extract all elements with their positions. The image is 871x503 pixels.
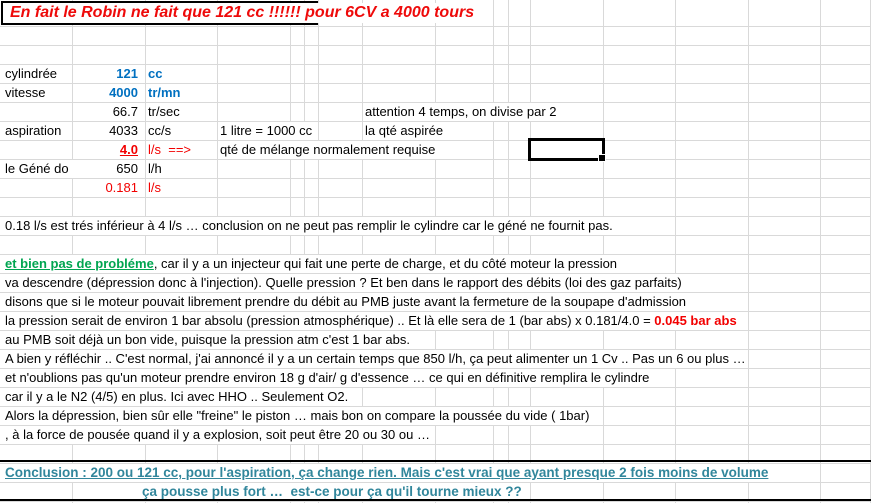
cell-vitesse-unit[interactable]: tr/mn [148, 85, 181, 100]
text-line-6[interactable]: A bien y réfléchir .. C'est normal, j'ai annoncé il y a un certain temps que 850 l/h, ça peut alimenter un 1 Cv .. Pas un 6 ou plus … [5, 351, 746, 366]
text-line-2[interactable]: va descendre (dépression donc à l'injection). Quelle pression ? Et ben dans le rapport des débits (loi des gaz parfaits) [5, 275, 682, 290]
gridline-horizontal [0, 444, 871, 445]
gridline-vertical [820, 0, 821, 503]
cell-trsec-unit[interactable]: tr/sec [148, 104, 180, 119]
cell-vitesse-label[interactable]: vitesse [5, 85, 46, 100]
cell-note-melange[interactable]: qté de mélange normalement requise [220, 142, 436, 157]
gridline-horizontal [0, 197, 871, 198]
cell-cylindree-value[interactable]: 121 [73, 65, 140, 83]
text-line-8[interactable]: car il y a le N2 (4/5) en plus. Ici avec HHO .. Seulement O2. [5, 389, 349, 404]
text-line-10[interactable]: , à la force de pousée quand il y a explosion, soit peut être 20 ou 30 ou … [5, 427, 430, 442]
sheet-title: En fait le Robin ne fait que 121 cc !!!!!! pour 6CV a 4000 tours [10, 3, 478, 23]
conclusion-top-border [0, 460, 871, 462]
cell-gene-value[interactable]: 650 [73, 160, 140, 178]
gridline-vertical [675, 0, 676, 503]
cell-4ls-value[interactable]: 4.0 [73, 141, 140, 159]
gridline-vertical [493, 0, 494, 503]
selected-cell[interactable] [528, 138, 605, 161]
text-line-1-lead: et bien pas de probléme [5, 256, 154, 271]
cell-gene-unit[interactable]: l/h [148, 161, 162, 176]
text-summary[interactable]: 0.18 l/s est trés inférieur à 4 l/s … conclusion on ne peut pas remplir le cylindre car le géné ne fournit pas. [5, 218, 613, 233]
gridline-vertical [603, 0, 604, 503]
cell-cylindree-unit[interactable]: cc [148, 66, 163, 81]
cell-aspiration-unit[interactable]: cc/s [148, 123, 172, 138]
gridline-horizontal [0, 235, 871, 236]
gridline-horizontal [0, 501, 871, 502]
gridline-vertical [748, 0, 749, 503]
cell-0181-unit[interactable]: l/s [148, 180, 161, 195]
cell-trsec-value[interactable]: 66.7 [73, 103, 140, 121]
text-conclusion-1[interactable]: Conclusion : 200 ou 121 cc, pour l'aspiration, ça change rien. Mais c'est vrai que ayant presque 2 fois moins de volume [5, 465, 769, 480]
cell-vitesse-value[interactable]: 4000 [73, 84, 140, 102]
cell-note-litre[interactable]: 1 litre = 1000 cc [220, 123, 313, 138]
text-line-1-rest: , car il y a un injecteur qui fait une perte de charge, et du côté moteur la pression [153, 256, 618, 271]
text-line-5[interactable]: au PMB soit déjà un bon vide, puisque la pression atm c'est 1 bar abs. [5, 332, 410, 347]
text-line-7[interactable]: et n'oublions pas qu'un moteur prendre environ 18 g d'air/ g d'essence … ce qui en définitive remplira le cylindre [5, 370, 650, 385]
cell-aspiration-value[interactable]: 4033 [73, 122, 140, 140]
cell-cylindree-label[interactable]: cylindrée [5, 66, 58, 81]
gridline-vertical [435, 0, 436, 503]
conclusion-bottom-border [0, 499, 871, 501]
cell-4ls-unit[interactable]: l/s ==> [148, 142, 191, 157]
text-line-3[interactable]: disons que si le moteur pouvait librement prendre du débit au PMB juste avant la fermeture de la soupape d'admission [5, 294, 687, 309]
text-line-4-result: 0.045 bar abs [654, 313, 737, 328]
cell-aspiration-label[interactable]: aspiration [5, 123, 62, 138]
gridline-vertical [508, 0, 509, 503]
text-line-4[interactable] [3, 312, 739, 330]
cell-gene-label[interactable]: le Géné do [3, 160, 76, 178]
cell-note-4temps[interactable]: attention 4 temps, on divise par 2 [365, 104, 557, 119]
text-line-1[interactable] [3, 255, 619, 273]
gridline-horizontal [0, 45, 871, 46]
text-line-4-main: la pression serait de environ 1 bar absolu (pression atmosphérique) .. Et là elle sera de 1 (bar abs) x 0.181/4.0 = [5, 313, 655, 328]
gridline-horizontal [0, 26, 871, 27]
text-line-9[interactable]: Alors la dépression, bien sûr elle "freine" le piston … mais bon on compare la poussée du vide ( 1bar) [5, 408, 590, 423]
cell-0181-value[interactable]: 0.181 [73, 179, 140, 197]
gridline-vertical [530, 0, 531, 503]
text-conclusion-2[interactable]: ça pousse plus fort … est-ce pour ça qu'il tourne mieux ?? [142, 484, 522, 499]
cell-note-qte-aspiree[interactable]: la qté aspirée [365, 123, 444, 138]
